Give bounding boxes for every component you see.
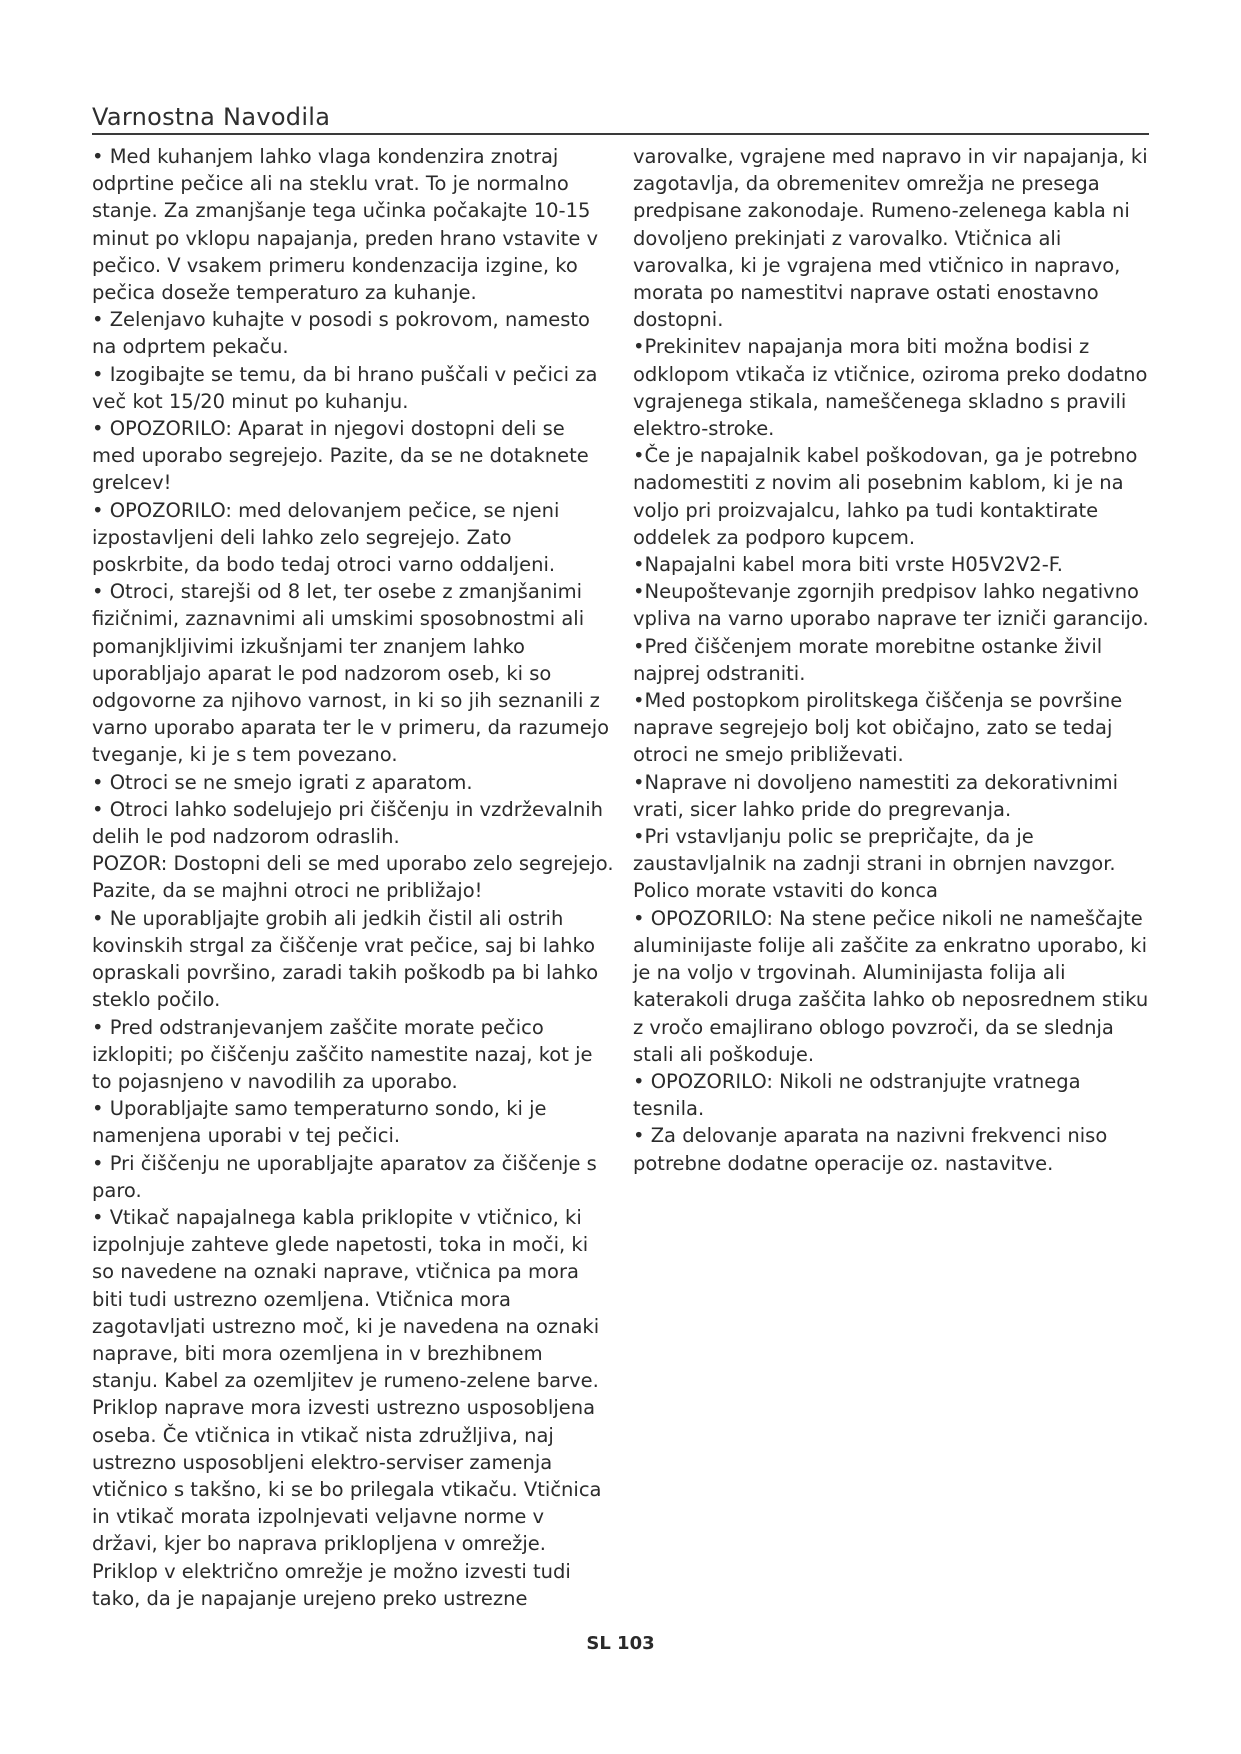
- paragraph: • Otroci lahko sodelujejo pri čiščenju in vzdrževalnih delih le pod nadzorom odraslih.: [92, 797, 603, 849]
- paragraph: • OPOZORILO: Nikoli ne odstranjujte vratnega tesnila.: [633, 1069, 1081, 1121]
- paragraph: • Pred odstranjevanjem zaščite morate pečico izklopiti; po čiščenju zaščito namestite nazaj, kot je to pojasnjeno v navodilih za uporabo.: [92, 1015, 593, 1093]
- paragraph: • Otroci, starejši od 8 let, ter osebe z zmanjšanimi fizičnimi, zaznavnimi ali umskimi sposobnostmi ali pomanjkljivimi izkušnjami ter znanjem lahko uporabljajo aparat le pod nadzorom oseb, ki so odgovorne za njihovo varnost, in ki so jih seznanili z varno uporabo aparata ter le v primeru, da razumejo tveganje, ki je s tem povezano.: [92, 580, 610, 767]
- paragraph: •Neupoštevanje zgornjih predpisov lahko negativno vpliva na varno uporabo naprave ter izniči garancijo.: [633, 580, 1149, 631]
- paragraph: •Naprave ni dovoljeno namestiti za dekorativnimi vrati, sicer lahko pride do pregrevanja.: [633, 770, 1119, 821]
- right-column: [633, 143, 1151, 1177]
- paragraph: • OPOZORILO: Aparat in njegovi dostopni deli se med uporabo segrejejo. Pazite, da se ne dotaknete grelcev!: [92, 417, 589, 495]
- paragraph: • Izogibajte se temu, da bi hrano puščali v pečici za več kot 15/20 minut po kuhanju.: [92, 362, 598, 413]
- paragraph: •Pred čiščenjem morate morebitne ostanke živil najprej odstraniti.: [633, 634, 1103, 685]
- paragraph: • OPOZORILO: med delovanjem pečice, se njeni izpostavljeni deli lahko zelo segrejejo. Zato poskrbite, da bodo tedaj otroci varno oddaljeni.: [92, 498, 560, 577]
- paragraph: • Vtikač napajalnega kabla priklopite v vtičnico, ki izpolnjuje zahteve glede napetosti, toka in moči, ki so navedene na oznaki naprave, vtičnica pa mora biti tudi ustrezno ozemljena. Vtičnica mora zagotavljati ustrezno moč, ki je navedena na oznaki naprave, biti mora ozemljena in v brezhibnem stanju. Kabel za ozemljitev je rumeno-zelene barve. Priklop naprave mora izvesti ustrezno usposobljena oseba. Če vtičnica in vtikač nista združljiva, naj ustrezno usposobljeni elektro-serviser zamenja vtičnico s takšno, ki se bo prilegala vtikaču. Vtičnica in vtikač morata izpolnjevati veljavne norme v državi, kjer bo naprava priklopljena v omrežje. Priklop v električno omrežje je možno izvesti tudi tako, da je napajanje urejeno preko ustrezne: [92, 1205, 602, 1610]
- page-number: SL 103: [586, 1633, 655, 1654]
- paragraph: • Med kuhanjem lahko vlaga kondenzira znotraj odprtine pečice ali na steklu vrat. To je normalno stanje. Za zmanjšanje tega učinka počakajte 10-15 minut po vklopu napajanja, preden hrano vstavite v pečico. V vsakem primeru kondenzacija izgine, ko pečica doseže temperaturo za kuhanje.: [92, 145, 599, 305]
- left-column: [92, 143, 614, 1612]
- paragraph: • Zelenjavo kuhajte v posodi s pokrovom, namesto na odprtem pekaču.: [92, 308, 590, 359]
- paragraph: •Pri vstavljanju polic se prepričajte, da je zaustavljalnik na zadnji strani in obrnjen navzgor. Polico morate vstaviti do konca: [633, 825, 1116, 903]
- paragraph: POZOR: Dostopni deli se med uporabo zelo segrejejo. Pazite, da se majhni otroci ne približajo!: [92, 852, 614, 903]
- paragraph: varovalke, vgrajene med napravo in vir napajanja, ki zagotavlja, da obremenitev omrežja ne presega predpisane zakonodaje. Rumeno-zelenega kabla ni dovoljeno prekinjati z varovalko. Vtičnica ali varovalka, ki je vgrajena med vtičnico in napravo, morata po namestitvi naprave ostati enostavno dostopni.: [633, 145, 1148, 332]
- paragraph: •Če je napajalnik kabel poškodovan, ga je potrebno nadomestiti z novim ali posebnim kablom, ki je na voljo pri proizvajalcu, lahko pa tudi kontaktirate oddelek za podporo kupcem.: [633, 444, 1138, 549]
- paragraph: • Ne uporabljajte grobih ali jedkih čistil ali ostrih kovinskih strgal za čiščenje vrat pečice, saj bi lahko opraskali površino, zaradi takih poškodb pa bi lahko steklo počilo.: [92, 906, 599, 1012]
- paragraph: • Otroci se ne smejo igrati z aparatom.: [92, 770, 473, 794]
- paragraph: • Pri čiščenju ne uporabljajte aparatov za čiščenje s paro.: [92, 1151, 597, 1202]
- paragraph: • OPOZORILO: Na stene pečice nikoli ne nameščajte aluminijaste folije ali zaščite za enkratno uporabo, ki je na voljo v trgovinah. Aluminijasta folija ali katerakoli druga zaščita lahko ob neposrednem stiku z vročo emajlirano oblogo povzroči, da se slednja stali ali poškoduje.: [633, 906, 1149, 1066]
- paragraph: •Med postopkom pirolitskega čiščenja se površine naprave segrejejo bolj kot običajno, zato se tedaj otroci ne smejo približevati.: [633, 689, 1123, 767]
- page-title: Varnostna Navodila: [92, 103, 331, 131]
- paragraph: • Uporabljajte samo temperaturno sondo, ki je namenjena uporabi v tej pečici.: [92, 1097, 547, 1148]
- paragraph: • Za delovanje aparata na nazivni frekvenci niso potrebne dodatne operacije oz. nastavitve.: [633, 1124, 1108, 1175]
- header-divider: [92, 133, 1149, 135]
- paragraph: •Prekinitev napajanja mora biti možna bodisi z odklopom vtikača iz vtičnice, oziroma preko dodatno vgrajenega stikala, nameščenega skladno s pravili elektro-stroke.: [633, 335, 1148, 441]
- paragraph: •Napajalni kabel mora biti vrste H05V2V2-F.: [633, 553, 1064, 577]
